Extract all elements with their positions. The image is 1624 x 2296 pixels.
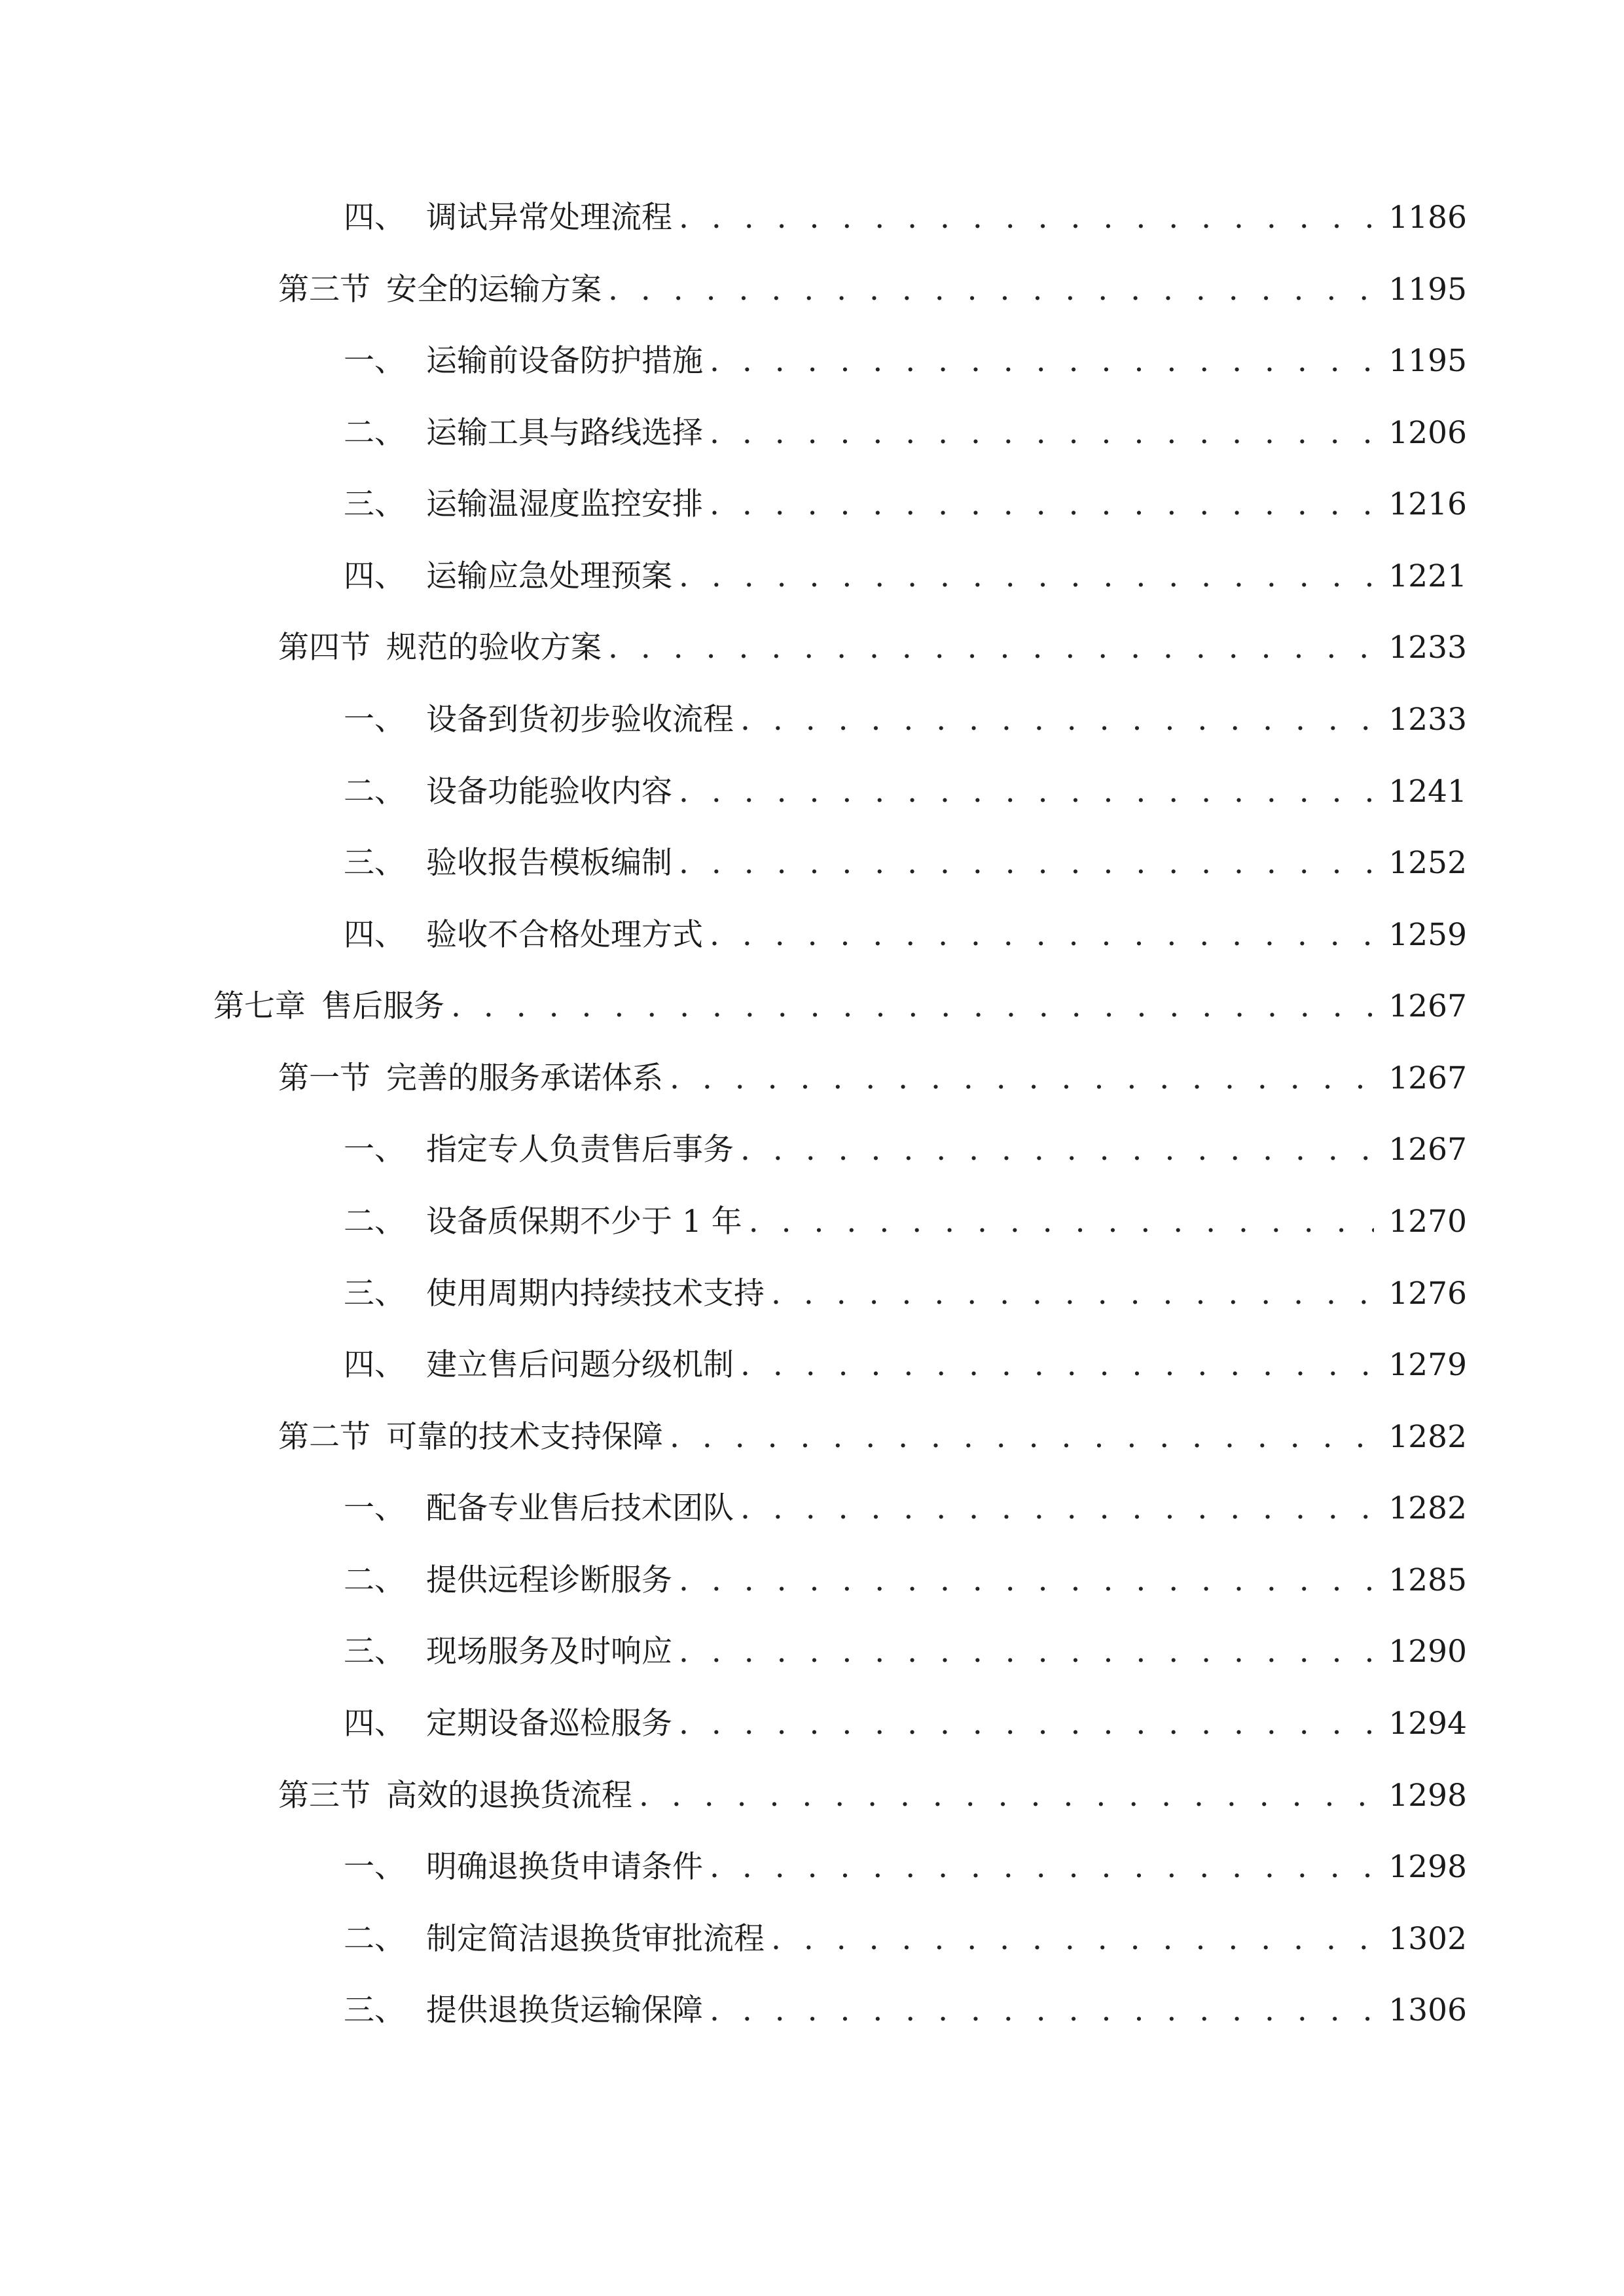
- toc-entry-page: 1206: [1388, 415, 1467, 451]
- toc-entry-page: 1282: [1388, 1490, 1467, 1526]
- toc-entry-page: 1186: [1388, 200, 1467, 236]
- toc-entry[interactable]: [344, 335, 1467, 387]
- dot-leader: [710, 1984, 1374, 2037]
- toc-entry-number: 第四节: [278, 630, 370, 666]
- toc-entry-page: 1195: [1388, 272, 1467, 308]
- dot-leader: [451, 980, 1374, 1033]
- toc-entry-page: 1282: [1388, 1419, 1467, 1455]
- toc-entry-page: 1267: [1388, 1132, 1467, 1168]
- toc-entry-number: 三、: [344, 1634, 405, 1670]
- dot-leader: [710, 909, 1374, 961]
- dot-leader: [679, 766, 1374, 818]
- dot-leader: [670, 1052, 1374, 1105]
- toc-entry-number: 第三节: [278, 1778, 370, 1814]
- toc-entry-page: 1195: [1388, 343, 1467, 379]
- toc-entry[interactable]: [344, 837, 1467, 889]
- toc-entry-page: 1216: [1388, 486, 1467, 522]
- toc-entry-number: 二、: [344, 415, 405, 451]
- toc-entry[interactable]: [278, 1411, 1467, 1463]
- toc-entry-title: 设备质保期不少于 1 年: [426, 1204, 742, 1240]
- toc-entry-number: 四、: [344, 1347, 405, 1383]
- dot-leader: [710, 1841, 1374, 1893]
- toc-entry-number: 四、: [344, 1706, 405, 1742]
- toc-entry-page: 1252: [1388, 845, 1467, 881]
- toc-entry[interactable]: [278, 1770, 1467, 1822]
- toc-entry-number: 三、: [344, 845, 405, 881]
- toc-entry-title: 设备到货初步验收流程: [426, 702, 734, 738]
- toc-entry-title: 验收不合格处理方式: [426, 917, 703, 953]
- toc-entry-page: 1233: [1388, 702, 1467, 738]
- toc-entry-page: 1279: [1388, 1347, 1467, 1383]
- toc-entry[interactable]: [344, 1841, 1467, 1893]
- toc-entry-title: 明确退换货申请条件: [426, 1849, 703, 1885]
- toc-entry-number: 第二节: [278, 1419, 370, 1455]
- dot-leader: [740, 1339, 1374, 1391]
- dot-leader: [670, 1411, 1374, 1463]
- toc-entry-title: 配备专业售后技术团队: [426, 1490, 734, 1526]
- toc-entry-number: 三、: [344, 486, 405, 522]
- dot-leader: [710, 478, 1374, 531]
- toc-entry-page: 1241: [1388, 774, 1467, 810]
- toc-entry-number: 第七章: [213, 988, 306, 1024]
- toc-entry-title: 规范的验收方案: [386, 630, 602, 666]
- toc-entry-number: 一、: [344, 1132, 405, 1168]
- toc-entry-title: 高效的退换货流程: [386, 1778, 632, 1814]
- toc-entry-number: 第一节: [278, 1060, 370, 1096]
- toc-entry[interactable]: [344, 694, 1467, 746]
- toc-entry[interactable]: [344, 1913, 1467, 1965]
- dot-leader: [749, 1196, 1375, 1248]
- dot-leader: [639, 1770, 1374, 1822]
- dot-leader: [679, 1698, 1374, 1750]
- dot-leader: [679, 1554, 1374, 1607]
- toc-entry-number: 四、: [344, 917, 405, 953]
- toc-entry-number: 二、: [344, 1921, 405, 1957]
- toc-entry-page: 1270: [1388, 1204, 1467, 1240]
- toc-entry-page: 1298: [1388, 1778, 1467, 1814]
- toc-entry[interactable]: [344, 407, 1467, 459]
- toc-entry[interactable]: [344, 1196, 1467, 1248]
- toc-entry[interactable]: [278, 1052, 1467, 1105]
- dot-leader: [679, 837, 1374, 889]
- toc-entry-number: 二、: [344, 774, 405, 810]
- toc-entry[interactable]: [278, 264, 1467, 316]
- toc-entry-number: 第三节: [278, 272, 370, 308]
- dot-leader: [771, 1913, 1374, 1965]
- toc-entry-number: 一、: [344, 343, 405, 379]
- toc-entry[interactable]: [344, 1984, 1467, 2037]
- toc-entry-title: 运输应急处理预案: [426, 558, 672, 594]
- toc-entry-title: 运输前设备防护措施: [426, 343, 703, 379]
- dot-leader: [608, 622, 1374, 674]
- toc-entry[interactable]: [344, 1554, 1467, 1607]
- toc-entry-number: 三、: [344, 1276, 405, 1312]
- toc-entry[interactable]: [344, 1482, 1467, 1535]
- toc-entry-title: 定期设备巡检服务: [426, 1706, 672, 1742]
- toc-entry-title: 运输温湿度监控安排: [426, 486, 703, 522]
- toc-entry-title: 可靠的技术支持保障: [386, 1419, 663, 1455]
- toc-entry-title: 建立售后问题分级机制: [426, 1347, 734, 1383]
- toc-entry-page: 1302: [1388, 1921, 1467, 1957]
- toc-entry-number: 四、: [344, 200, 405, 236]
- toc-entry-title: 运输工具与路线选择: [426, 415, 703, 451]
- toc-entry[interactable]: [344, 192, 1467, 244]
- toc-entry-page: 1276: [1388, 1276, 1467, 1312]
- toc-entry-page: 1298: [1388, 1849, 1467, 1885]
- toc-entry-number: 三、: [344, 1992, 405, 2028]
- toc-entry-page: 1233: [1388, 630, 1467, 666]
- dot-leader: [740, 1482, 1374, 1535]
- dot-leader: [771, 1268, 1374, 1320]
- dot-leader: [608, 264, 1374, 316]
- toc-entry-title: 验收报告模板编制: [426, 845, 672, 881]
- toc-entry[interactable]: [344, 550, 1467, 603]
- toc-entry-number: 二、: [344, 1562, 405, 1598]
- toc-entry-title: 完善的服务承诺体系: [386, 1060, 663, 1096]
- toc-entry-title: 售后服务: [321, 988, 444, 1024]
- dot-leader: [679, 550, 1374, 603]
- toc-entry[interactable]: [344, 1268, 1467, 1320]
- toc-entry[interactable]: [344, 909, 1467, 961]
- toc-entry-number: 一、: [344, 1490, 405, 1526]
- toc-entry[interactable]: [344, 478, 1467, 531]
- dot-leader: [740, 1124, 1374, 1176]
- toc-entry[interactable]: [213, 980, 1467, 1033]
- toc-entry-title: 安全的运输方案: [386, 272, 602, 308]
- toc-entry[interactable]: [344, 1124, 1467, 1176]
- dot-leader: [679, 1626, 1374, 1678]
- dot-leader: [710, 335, 1374, 387]
- toc-entry[interactable]: [344, 766, 1467, 818]
- toc-entry-title: 提供退换货运输保障: [426, 1992, 703, 2028]
- toc-entry-number: 一、: [344, 702, 405, 738]
- dot-leader: [740, 694, 1374, 746]
- toc-entry-number: 一、: [344, 1849, 405, 1885]
- toc-entry[interactable]: [344, 1698, 1467, 1750]
- dot-leader: [679, 192, 1374, 244]
- toc-entry[interactable]: [344, 1626, 1467, 1678]
- toc-entry-number: 四、: [344, 558, 405, 594]
- toc-entry-title: 设备功能验收内容: [426, 774, 672, 810]
- toc-entry[interactable]: [344, 1339, 1467, 1391]
- toc-entry-page: 1267: [1388, 988, 1467, 1024]
- toc-entry-page: 1267: [1388, 1060, 1467, 1096]
- toc-entry-page: 1290: [1388, 1634, 1467, 1670]
- toc-entry-number: 二、: [344, 1204, 405, 1240]
- toc-entry[interactable]: [278, 622, 1467, 674]
- toc-entry-title: 使用周期内持续技术支持: [426, 1276, 765, 1312]
- toc-entry-page: 1294: [1388, 1706, 1467, 1742]
- toc-entry-title: 调试异常处理流程: [426, 200, 672, 236]
- toc-entry-title: 提供远程诊断服务: [426, 1562, 672, 1598]
- toc-entry-page: 1306: [1388, 1992, 1467, 2028]
- toc-entry-title: 制定简洁退换货审批流程: [426, 1921, 765, 1957]
- toc-entry-title: 现场服务及时响应: [426, 1634, 672, 1670]
- dot-leader: [710, 407, 1374, 459]
- toc-entry-page: 1221: [1388, 558, 1467, 594]
- toc-entry-title: 指定专人负责售后事务: [426, 1132, 734, 1168]
- toc-entry-page: 1285: [1388, 1562, 1467, 1598]
- toc-entry-page: 1259: [1388, 917, 1467, 953]
